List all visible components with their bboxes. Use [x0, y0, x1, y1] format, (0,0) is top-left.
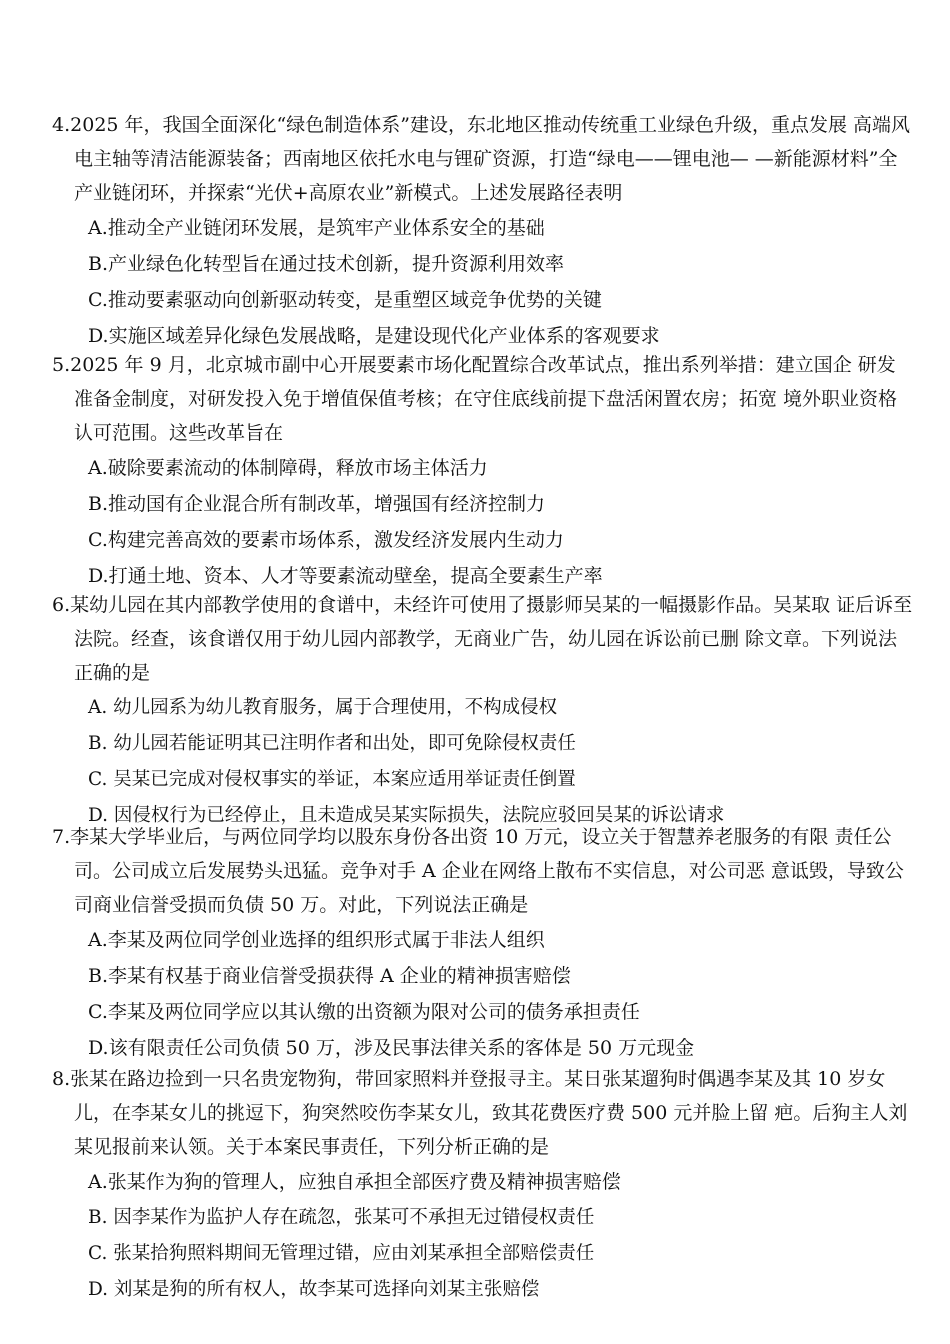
option-d: D.该有限责任公司负债 50 万，涉及民事法律关系的客体是 50 万元现金 [88, 1037, 695, 1059]
option-b: B. 幼儿园若能证明其已注明作者和出处，即可免除侵权责任 [88, 733, 576, 754]
question-stem [52, 1062, 914, 1164]
question-text: 张某在路边捡到一只名贵宠物狗，带回家照料并登报寻主。某日张某遛狗时偶遇李某及其 10 岁女儿，在李某女儿的挑逗下，狗突然咬伤李某女儿，致其花费医疗费 500 元并脸上留 疤。后狗主人刘某见报前来认领。关于本案民事责任，下列分析正确的是 [70, 1068, 908, 1158]
question-text: 某幼儿园在其内部教学使用的食谱中，未经许可使用了摄影师吴某的一幅摄影作品。吴某取 证后诉至法院。经查，该食谱仅用于幼儿园内部教学，无商业广告，幼儿园在诉讼前已删 除文章。下列说法正确的是 [70, 594, 913, 684]
option-b: B.产业绿色化转型旨在通过技术创新，提升资源利用效率 [88, 253, 565, 275]
question-number: 8. [52, 1068, 71, 1090]
question-stem [52, 588, 914, 690]
question-number: 5. [52, 354, 71, 376]
option-a: A.破除要素流动的体制障碍，释放市场主体活力 [88, 457, 488, 479]
option-c: C.构建完善高效的要素市场体系，激发经济发展内生动力 [88, 529, 564, 551]
question-text: 2025 年 9 月，北京城市副中心开展要素市场化配置综合改革试点，推出系列举措：建立国企 研发准备金制度，对研发投入免于增值保值考核；在守住底线前提下盘活闲置农房；拓宽 境外职业资格认可范围。这些改革旨在 [70, 354, 898, 444]
question-4 [0, 108, 950, 354]
question-8 [0, 1062, 950, 1308]
option-d: D. 刘某是狗的所有权人，故李某可选择向刘某主张赔偿 [88, 1279, 540, 1300]
option-b: B. 因李某作为监护人存在疏忽，张某可不承担无过错侵权责任 [88, 1207, 595, 1228]
option-a: A.李某及两位同学创业选择的组织形式属于非法人组织 [88, 929, 545, 951]
option-a: A.张某作为狗的管理人，应独自承担全部医疗费及精神损害赔偿 [88, 1171, 621, 1193]
question-7 [0, 820, 950, 1066]
question-6 [0, 588, 950, 834]
question-number: 7. [52, 826, 71, 848]
option-a: A.推动全产业链闭环发展，是筑牢产业体系安全的基础 [88, 217, 545, 239]
question-stem [52, 108, 914, 210]
question-stem [52, 820, 914, 922]
option-a: A. 幼儿园系为幼儿教育服务，属于合理使用，不构成侵权 [88, 697, 558, 718]
option-d: D. 因侵权行为已经停止，且未造成吴某实际损失，法院应驳回吴某的诉讼请求 [88, 805, 725, 826]
option-c: C. 吴某已完成对侵权事实的举证，本案应适用举证责任倒置 [88, 769, 576, 790]
question-text: 2025 年，我国全面深化“绿色制造体系”建设，东北地区推动传统重工业绿色升级，重点发展 高端风电主轴等清洁能源装备；西南地区依托水电与锂矿资源，打造“绿电——锂电池— —新能源材料”全产业链闭环，并探索“光伏+高原农业”新模式。上述发展路径表明 [70, 114, 911, 204]
option-c: C.推动要素驱动向创新驱动转变，是重塑区域竞争优势的关键 [88, 289, 602, 311]
question-5 [0, 348, 950, 594]
question-stem [52, 348, 914, 450]
question-number: 4. [52, 114, 71, 136]
option-b: B.李某有权基于商业信誉受损获得 A 企业的精神损害赔偿 [88, 965, 571, 987]
option-d: D.实施区域差异化绿色发展战略，是建设现代化产业体系的客观要求 [88, 325, 660, 347]
option-d: D.打通土地、资本、人才等要素流动壁垒，提高全要素生产率 [88, 565, 603, 587]
option-c: C. 张某拾狗照料期间无管理过错，应由刘某承担全部赔偿责任 [88, 1243, 595, 1264]
option-b: B.推动国有企业混合所有制改革，增强国有经济控制力 [88, 493, 546, 515]
question-number: 6. [52, 594, 71, 616]
option-c: C.李某及两位同学应以其认缴的出资额为限对公司的债务承担责任 [88, 1001, 640, 1023]
question-text: 李某大学毕业后，与两位同学均以股东身份各出资 10 万元，设立关于智慧养老服务的有限 责任公司。公司成立后发展势头迅猛。竞争对手 A 企业在网络上散布不实信息，对公司恶 意诋毁，导致公司商业信誉受损而负债 50 万。对此，下列说法正确是 [70, 826, 904, 916]
